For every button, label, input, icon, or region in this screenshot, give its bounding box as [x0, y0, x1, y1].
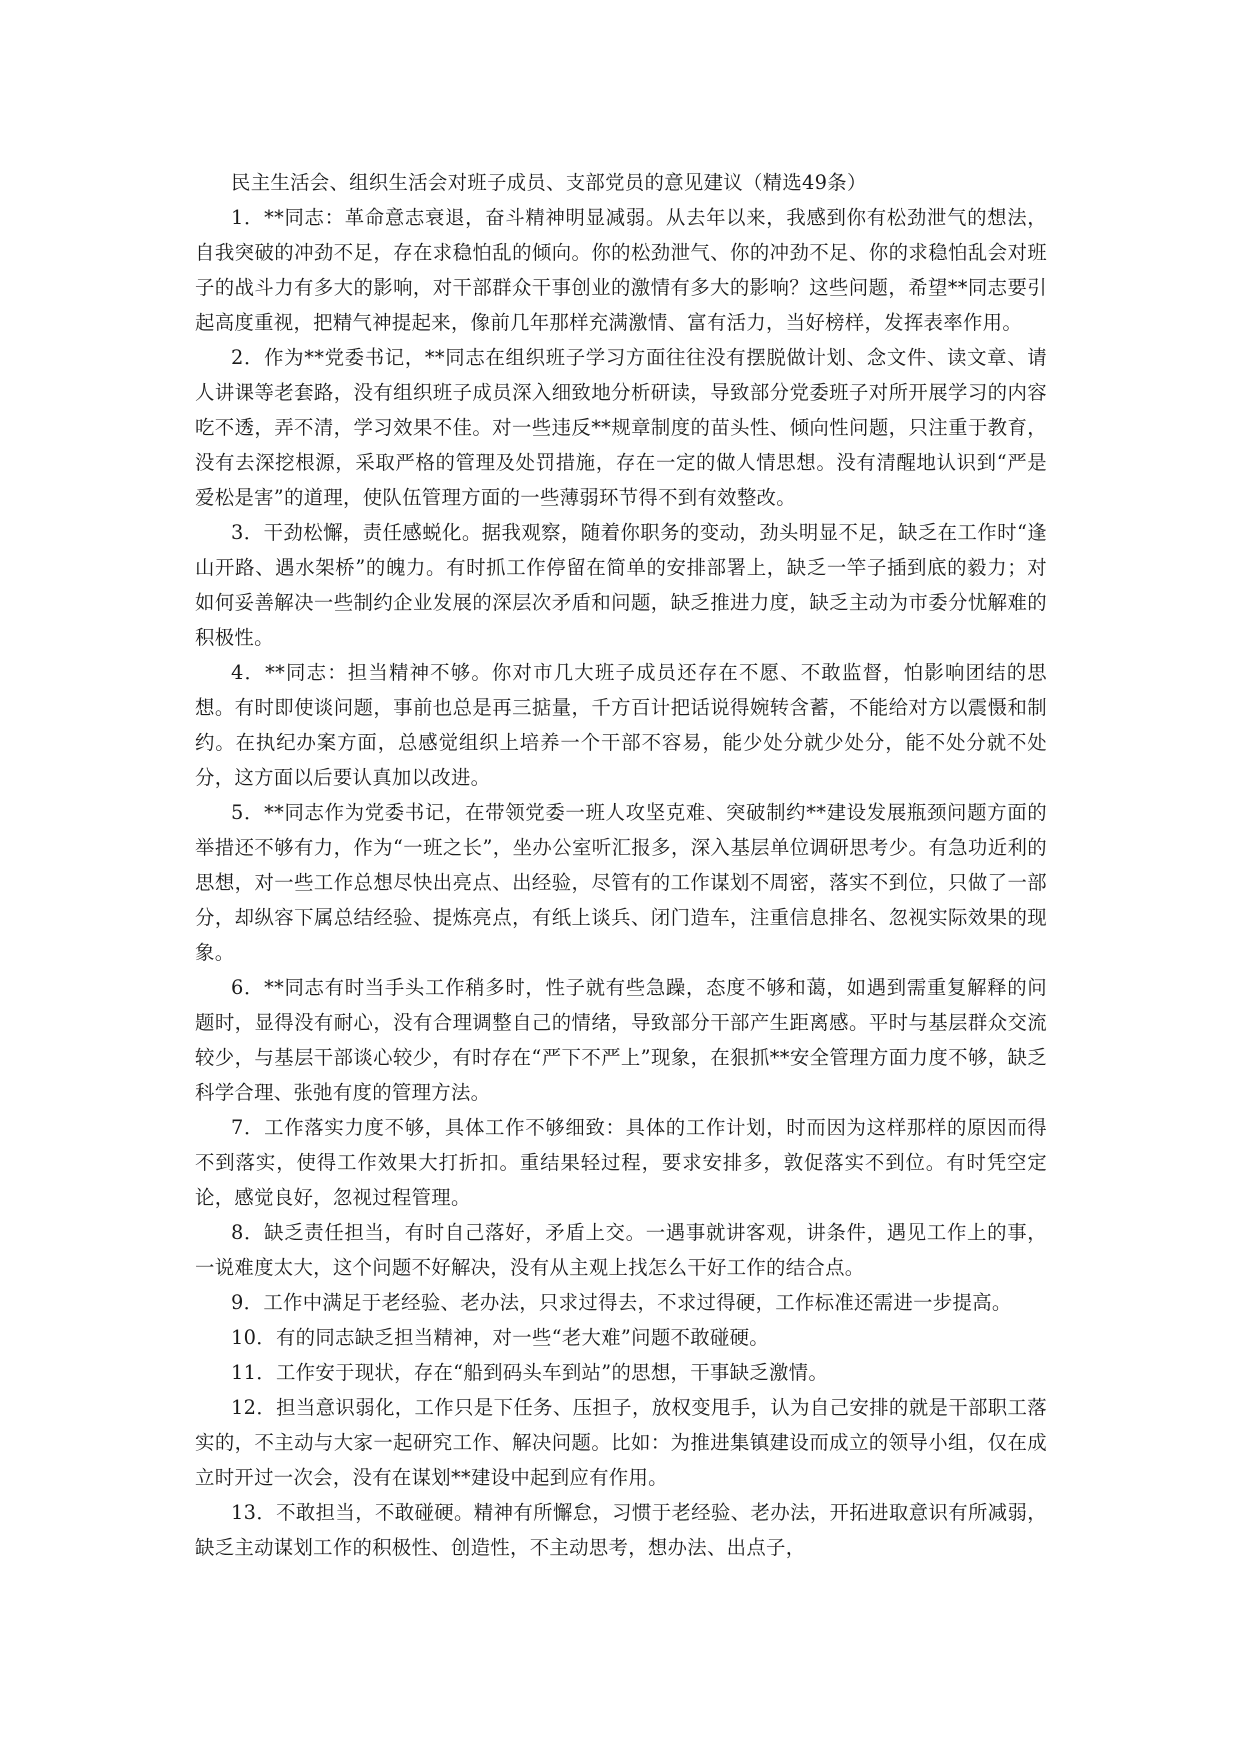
paragraph-13: 13．不敢担当，不敢碰硬。精神有所懈怠，习惯于老经验、老办法，开拓进取意识有所减弱，缺乏主动谋划工作的积极性、创造性，不主动思考，想办法、出点子， [195, 1501, 1047, 1559]
paragraph-12: 12．担当意识弱化，工作只是下任务、压担子，放权变甩手，认为自己安排的就是干部职工落实的，不主动与大家一起研究工作、解决问题。比如：为推进集镇建设而成立的领导小组，仅在成立时开过一次会，没有在谋划**建设中起到应有作用。 [195, 1396, 1047, 1489]
document-title: 民主生活会、组织生活会对班子成员、支部党员的意见建议（精选49条） [231, 171, 867, 194]
paragraph-4: 4．**同志：担当精神不够。你对市几大班子成员还存在不愿、不敢监督，怕影响团结的思想。有时即使谈问题，事前也总是再三掂量，千方百计把话说得婉转含蓄，不能给对方以震慑和制约。在执纪办案方面，总感觉组织上培养一个干部不容易，能少处分就少处分，能不处分就不处分，这方面以后要认真加以改进。 [195, 661, 1047, 789]
paragraph-7: 7．工作落实力度不够，具体工作不够细致：具体的工作计划，时而因为这样那样的原因而得不到落实，使得工作效果大打折扣。重结果轻过程，要求安排多，敦促落实不到位。有时凭空定论，感觉良好，忽视过程管理。 [195, 1116, 1047, 1209]
paragraph-9: 9．工作中满足于老经验、老办法，只求过得去，不求过得硬，工作标准还需进一步提高。 [231, 1291, 1012, 1314]
paragraph-5: 5．**同志作为党委书记，在带领党委一班人攻坚克难、突破制约**建设发展瓶颈问题方面的举措还不够有力，作为“一班之长”，坐办公室听汇报多，深入基层单位调研思考少。有急功近利的思想，对一些工作总想尽快出亮点、出经验，尽管有的工作谋划不周密，落实不到位，只做了一部分，却纵容下属总结经验、提炼亮点，有纸上谈兵、闭门造车，注重信息排名、忽视实际效果的现象。 [195, 801, 1047, 964]
paragraph-8: 8．缺乏责任担当，有时自己落好，矛盾上交。一遇事就讲客观，讲条件，遇见工作上的事，一说难度太大，这个问题不好解决，没有从主观上找怎么干好工作的结合点。 [195, 1221, 1047, 1279]
paragraph-11: 11．工作安于现状，存在“船到码头车到站”的思想，干事缺乏激情。 [231, 1361, 829, 1384]
paragraph-6: 6．**同志有时当手头工作稍多时，性子就有些急躁，态度不够和蔼，如遇到需重复解释的问题时，显得没有耐心，没有合理调整自己的情绪，导致部分干部产生距离感。平时与基层群众交流较少，与基层干部谈心较少，有时存在“严下不严上”现象，在狠抓**安全管理方面力度不够，缺乏科学合理、张弛有度的管理方法。 [195, 976, 1047, 1104]
paragraph-10: 10．有的同志缺乏担当精神，对一些“老大难”问题不敢碰硬。 [231, 1326, 769, 1349]
paragraph-1: 1．**同志：革命意志衰退，奋斗精神明显减弱。从去年以来，我感到你有松劲泄气的想法，自我突破的冲劲不足，存在求稳怕乱的倾向。你的松劲泄气、你的冲劲不足、你的求稳怕乱会对班子的战斗力有多大的影响，对干部群众干事创业的激情有多大的影响？这些问题，希望**同志要引起高度重视，把精气神提起来，像前几年那样充满激情、富有活力，当好榜样，发挥表率作用。 [195, 206, 1047, 334]
document-page [195, 165, 1047, 1565]
paragraph-3: 3．干劲松懈，责任感蜕化。据我观察，随着你职务的变动，劲头明显不足，缺乏在工作时“逢山开路、遇水架桥”的魄力。有时抓工作停留在简单的安排部署上，缺乏一竿子插到底的毅力；对如何妥善解决一些制约企业发展的深层次矛盾和问题，缺乏推进力度，缺乏主动为市委分忧解难的积极性。 [195, 521, 1047, 649]
paragraph-2: 2．作为**党委书记，**同志在组织班子学习方面往往没有摆脱做计划、念文件、读文章、请人讲课等老套路，没有组织班子成员深入细致地分析研读，导致部分党委班子对所开展学习的内容吃不透，弄不清，学习效果不佳。对一些违反**规章制度的苗头性、倾向性问题，只注重于教育，没有去深挖根源，采取严格的管理及处罚措施，存在一定的做人情思想。没有清醒地认识到“严是爱松是害”的道理，使队伍管理方面的一些薄弱环节得不到有效整改。 [195, 346, 1047, 509]
